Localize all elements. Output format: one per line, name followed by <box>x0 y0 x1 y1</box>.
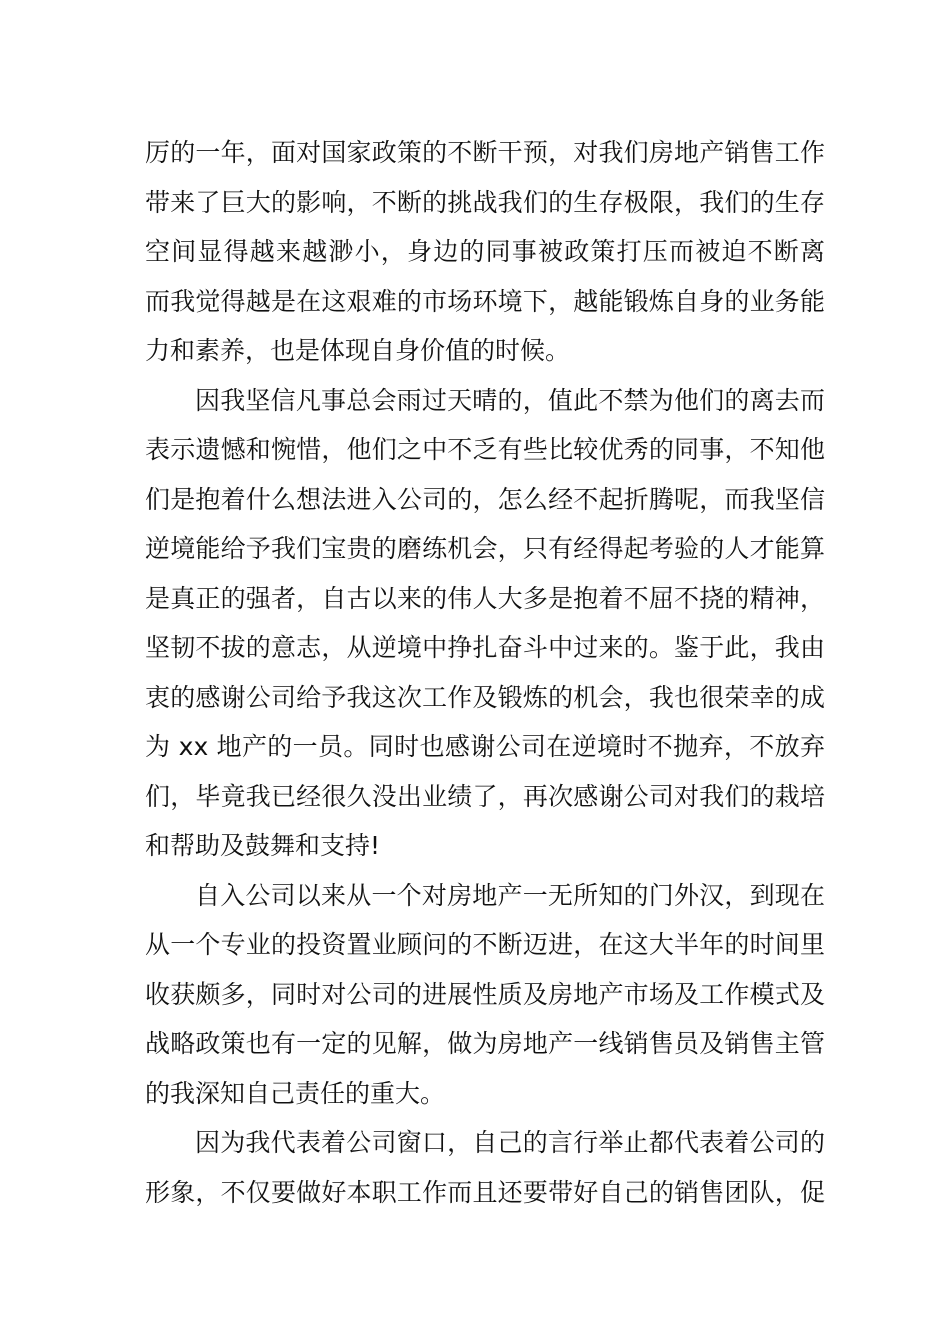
text-line: 的我深知自己责任的重大。 <box>145 1078 446 1108</box>
text-line: 厉的一年，面对国家政策的不断干预，对我们房地产销售工作 <box>145 138 825 167</box>
text-line: 坚韧不拔的意志，从逆境中挣扎奋斗中过来的。鉴于此，我由 <box>145 633 825 662</box>
text-line: 和帮助及鼓舞和支持! <box>145 831 381 860</box>
text-line: 逆境能给予我们宝贵的磨练机会，只有经得起考验的人才能算 <box>145 534 825 563</box>
paragraph-first-line: 因我坚信凡事总会雨过天晴的，值此不禁为他们的离去而 <box>195 385 825 415</box>
text-line: 为 xx 地产的一员。同时也感谢公司在逆境时不抛弃，不放弃 <box>145 732 825 761</box>
text-line: 战略政策也有一定的见解，做为房地产一线销售员及销售主管 <box>145 1029 825 1058</box>
text-line: 衷的感谢公司给予我这次工作及锻炼的机会，我也很荣幸的成 <box>145 682 825 712</box>
document-body <box>145 128 825 1217</box>
text-line: 从一个专业的投资置业顾问的不断迈进，在这大半年的时间里 <box>145 930 825 959</box>
text-line: 表示遗憾和惋惜，他们之中不乏有些比较优秀的同事，不知他 <box>145 435 825 464</box>
text-line: 空间显得越来越渺小，身边的同事被政策打压而被迫不断离 <box>145 237 825 266</box>
text-line: 而我觉得越是在这艰难的市场环境下，越能锻炼自身的业务能 <box>145 286 825 316</box>
text-line: 收获颇多，同时对公司的进展性质及房地产市场及工作模式及 <box>145 979 825 1009</box>
paragraph-first-line: 因为我代表着公司窗口，自己的言行举止都代表着公司的 <box>195 1128 825 1157</box>
text-line: 力和素养，也是体现自身价值的时候。 <box>145 336 571 365</box>
text-line: 形象，不仅要做好本职工作而且还要带好自己的销售团队，促 <box>145 1177 825 1207</box>
text-line: 们，毕竟我已经很久没出业绩了，再次感谢公司对我们的栽培 <box>145 781 825 811</box>
text-line: 是真正的强者，自古以来的伟人大多是抱着不屈不挠的精神， <box>145 583 825 613</box>
paragraph-first-line: 自入公司以来从一个对房地产一无所知的门外汉，到现在 <box>195 880 825 910</box>
text-line: 们是抱着什么想法进入公司的，怎么经不起折腾呢，而我坚信 <box>145 484 825 514</box>
text-line: 带来了巨大的影响，不断的挑战我们的生存极限，我们的生存 <box>145 187 825 217</box>
